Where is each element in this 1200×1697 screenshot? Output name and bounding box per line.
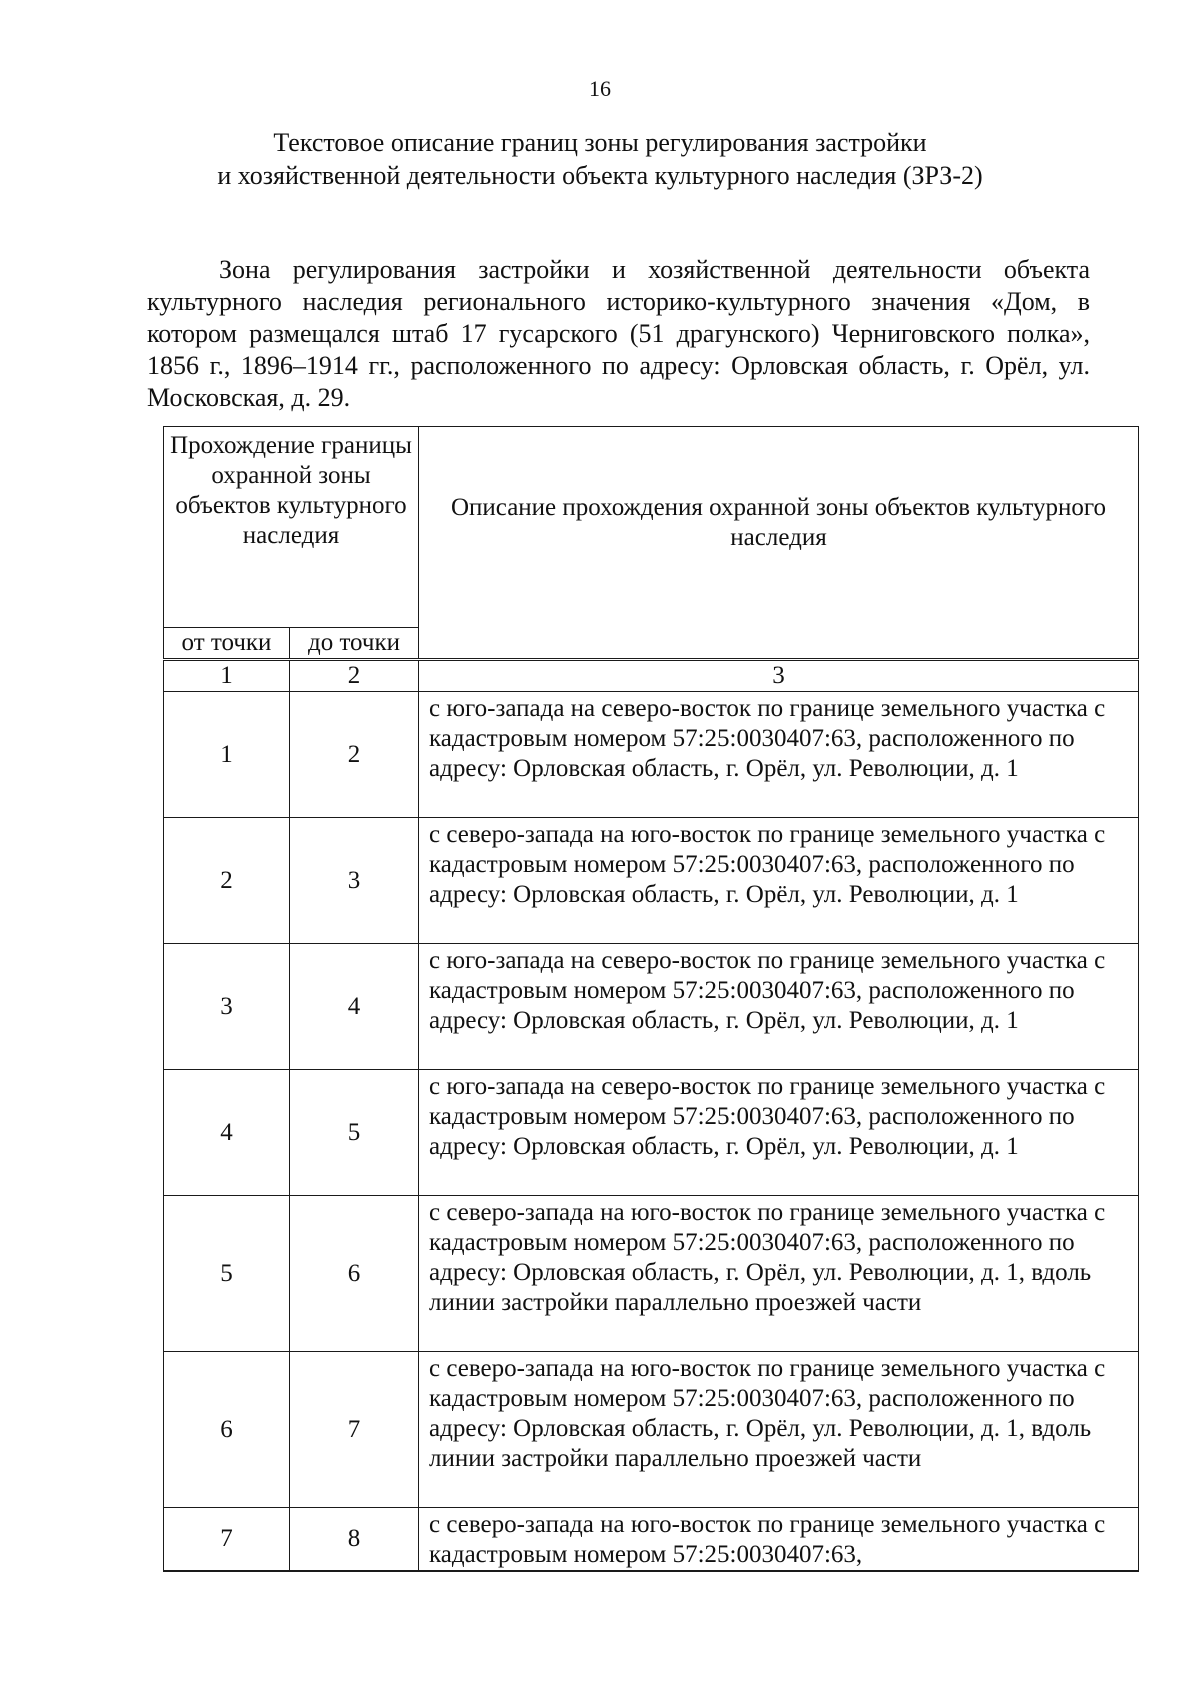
from-point: 5: [164, 1196, 290, 1352]
row-description: с юго-запада на северо-восток по границе земельного участка с кадастровым номером 57:25:0030407:63, расположенного по адресу: Орловская область, г. Орёл, ул. Революции, д. 1: [419, 692, 1139, 818]
boundary-table: [163, 426, 1139, 1572]
from-point: 2: [164, 818, 290, 944]
table-row: [164, 1352, 1139, 1508]
document-title: [0, 126, 1200, 192]
to-point: 8: [290, 1508, 419, 1572]
to-point: 7: [290, 1352, 419, 1508]
column-number: 3: [419, 660, 1139, 692]
page-number: 16: [589, 76, 611, 101]
header-description: Описание прохождения охранной зоны объектов культурного наследия: [419, 427, 1139, 660]
row-description: с северо-запада на юго-восток по границе земельного участка с кадастровым номером 57:25:0030407:63, расположенного по адресу: Орловская область, г. Орёл, ул. Революции, д. 1, вдоль линии застройки параллельно проезжей части: [419, 1352, 1139, 1508]
table-row: [164, 818, 1139, 944]
row-description: с юго-запада на северо-восток по границе земельного участка с кадастровым номером 57:25:0030407:63, расположенного по адресу: Орловская область, г. Орёл, ул. Революции, д. 1: [419, 1070, 1139, 1196]
from-point: 4: [164, 1070, 290, 1196]
table-row: [164, 692, 1139, 818]
row-description: с юго-запада на северо-восток по границе земельного участка с кадастровым номером 57:25:0030407:63, расположенного по адресу: Орловская область, г. Орёл, ул. Революции, д. 1: [419, 944, 1139, 1070]
from-point: 3: [164, 944, 290, 1070]
from-point: 6: [164, 1352, 290, 1508]
to-point: 3: [290, 818, 419, 944]
to-point: 4: [290, 944, 419, 1070]
table-row: [164, 1508, 1139, 1572]
from-point: 1: [164, 692, 290, 818]
header-boundary-passage: Прохождение границы охранной зоны объектов культурного наследия: [164, 427, 419, 628]
row-description: с северо-запада на юго-восток по границе земельного участка с кадастровым номером 57:25:0030407:63, расположенного по адресу: Орловская область, г. Орёл, ул. Революции, д. 1, вдоль линии застройки параллельно проезжей части: [419, 1196, 1139, 1352]
title-line-1: Текстовое описание границ зоны регулирования застройки: [273, 128, 927, 157]
column-number-row: [164, 660, 1139, 692]
row-description: с северо-запада на юго-восток по границе земельного участка с кадастровым номером 57:25:0030407:63, расположенного по адресу: Орловская область, г. Орёл, ул. Революции, д. 1: [419, 818, 1139, 944]
row-description: с северо-запада на юго-восток по границе земельного участка с кадастровым номером 57:25:0030407:63,: [419, 1508, 1139, 1572]
header-to-point: до точки: [290, 628, 419, 660]
column-number: 2: [290, 660, 419, 692]
from-point: 7: [164, 1508, 290, 1572]
to-point: 2: [290, 692, 419, 818]
table-row: [164, 944, 1139, 1070]
title-line-2: и хозяйственной деятельности объекта культурного наследия (ЗРЗ-2): [217, 161, 983, 190]
table-row: [164, 1070, 1139, 1196]
to-point: 5: [290, 1070, 419, 1196]
intro-paragraph: Зона регулирования застройки и хозяйственной деятельности объекта культурного наследия регионального историко-культурного значения «Дом, в котором размещался штаб 17 гусарского (51 драгунского) Черниговского полка», 1856 г., 1896–1914 гг., расположенного по адресу: Орловская область, г. Орёл, ул. Московская, д. 29.: [147, 255, 1090, 412]
table-row: [164, 1196, 1139, 1352]
header-from-point: от точки: [164, 628, 290, 660]
to-point: 6: [290, 1196, 419, 1352]
column-number: 1: [164, 660, 290, 692]
